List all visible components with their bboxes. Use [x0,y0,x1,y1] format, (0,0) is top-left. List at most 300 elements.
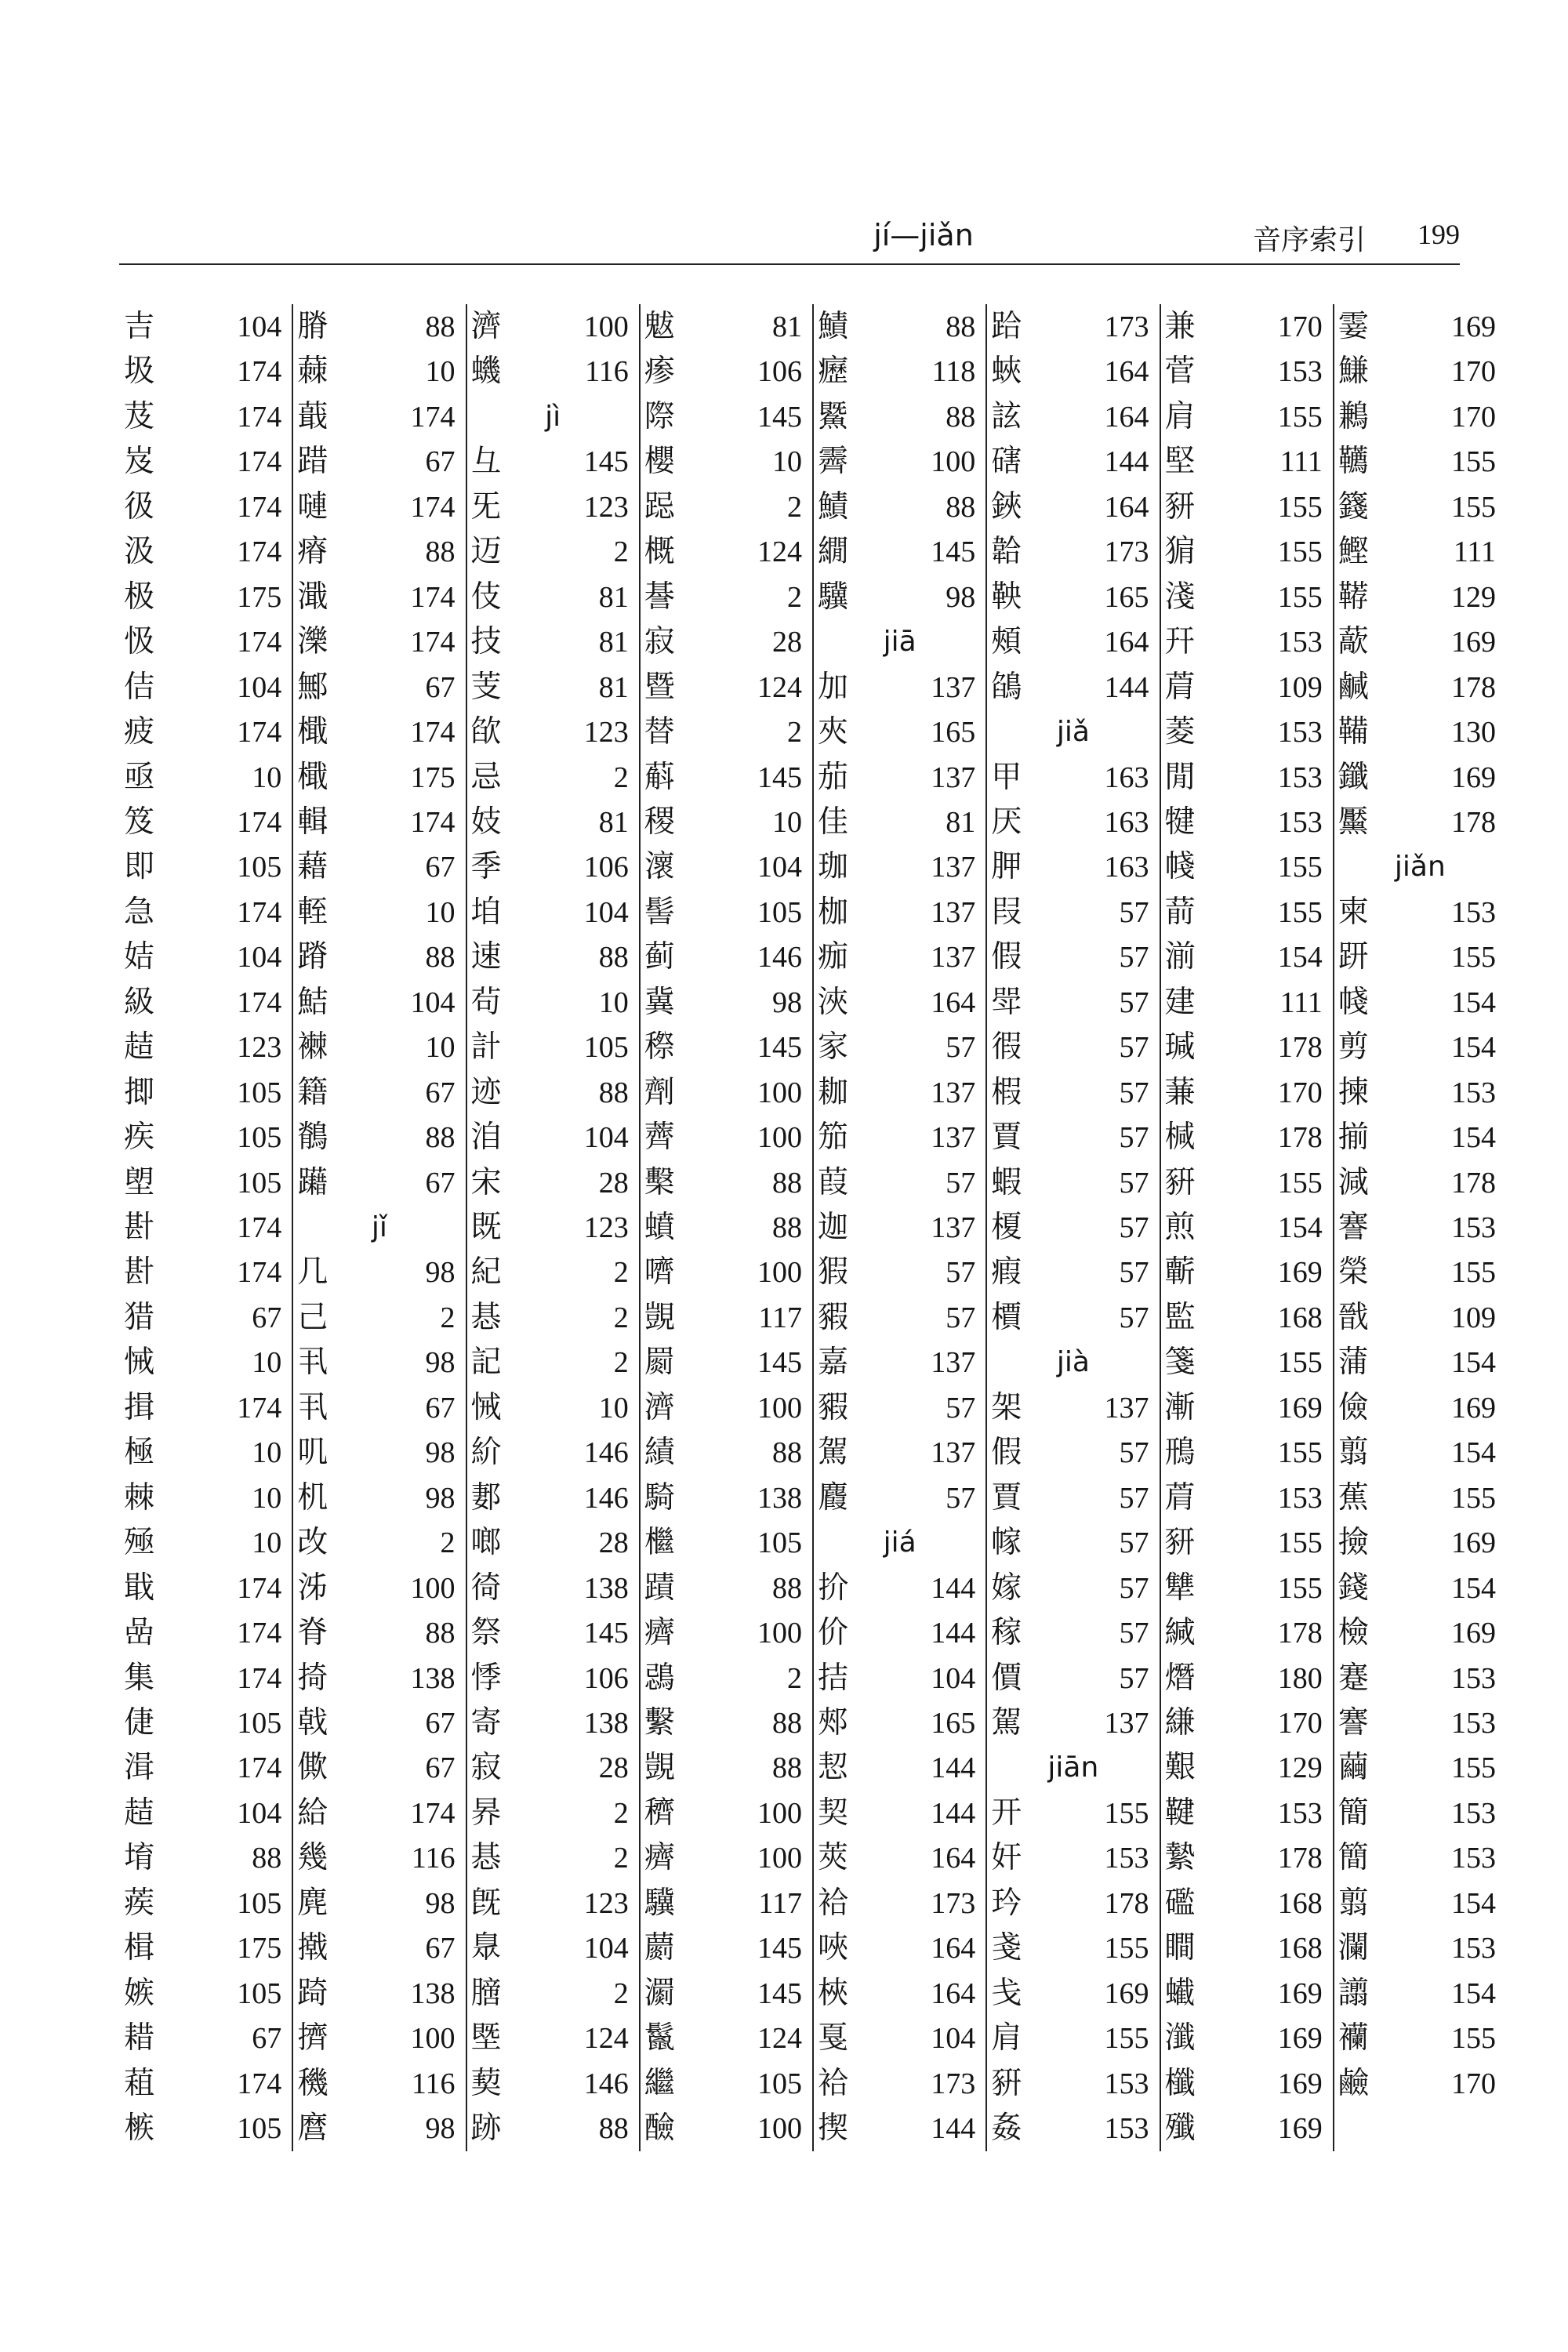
index-entry [297,1025,461,1070]
entry-character: 跲 [991,309,1022,344]
index-entry [297,1835,461,1881]
column-divider [1333,304,1334,2151]
entry-page-number: 88 [425,1617,456,1650]
entry-page-number: 153 [1104,2112,1149,2145]
entry-character: 奸 [991,1840,1022,1876]
index-entry [297,1926,461,1971]
entry-page-number: 67 [252,1301,282,1334]
entry-character: 姦 [991,2111,1022,2146]
index-entry [297,1700,461,1746]
entry-character: 繝 [818,534,849,570]
entry-page-number: 154 [1451,1031,1496,1065]
entry-page-number: 175 [410,760,456,794]
index-entry [644,394,808,440]
index-entry [124,394,288,440]
index-entry [1338,1926,1502,1971]
entry-character: 悈 [470,1389,502,1425]
entry-character: 劑 [644,1074,675,1110]
index-entry [991,1610,1155,1656]
index-entry [991,890,1155,935]
entry-character: 戔 [991,1930,1022,1966]
entry-character: 簡 [1338,1840,1369,1876]
index-entry [1338,665,1502,710]
entry-page-number: 104 [931,2022,976,2056]
index-entry [471,575,635,620]
entry-character: 殲 [1164,2111,1196,2146]
entry-character: 圾 [124,354,155,390]
entry-character: 开 [991,1795,1022,1831]
entry-character: 檝 [297,714,328,750]
index-entry [1165,394,1329,440]
index-entry [124,1115,288,1160]
entry-character: 吉 [124,309,155,344]
index-entry [1165,1881,1329,1926]
entry-page-number: 88 [598,2112,629,2145]
pinyin-heading: jià [1056,1346,1090,1379]
index-entry [471,1205,635,1250]
index-entry [471,980,635,1025]
entry-page-number: 174 [237,1751,282,1785]
entry-page-number: 98 [425,1886,456,1920]
index-entry [991,304,1155,350]
index-entry [471,755,635,800]
entry-character: 集 [124,1660,155,1696]
entry-page-number: 28 [598,1526,629,1560]
entry-character: 伎 [470,579,502,615]
entry-character: 藉 [297,849,328,885]
pinyin-heading: jǐ [371,1211,387,1243]
entry-character: 机 [297,1479,328,1515]
entry-page-number: 57 [1119,1121,1149,1155]
entry-character: 監 [1164,1299,1196,1335]
entry-character: 緘 [1164,1615,1196,1651]
entry-character: 箋 [1164,1345,1196,1381]
index-entry [644,439,808,485]
entry-page-number: 57 [946,1481,976,1515]
entry-page-number: 154 [1451,1436,1496,1470]
index-entry [644,1205,808,1250]
index-entry [297,935,461,980]
index-entry [124,1791,288,1836]
index-entry [991,1791,1155,1836]
entry-page-number: 155 [1277,490,1323,524]
index-entry [297,1520,461,1566]
index-entry [124,439,288,485]
index-entry [297,1115,461,1160]
entry-page-number: 178 [1277,1121,1323,1155]
entry-character: 猳 [818,1254,849,1290]
index-entry [471,529,635,575]
index-entry [471,619,635,665]
index-entry [818,710,982,755]
entry-character: 菺 [1164,1479,1196,1515]
entry-page-number: 137 [931,1346,976,1380]
entry-page-number: 144 [931,1751,976,1785]
entry-character: 籛 [1338,488,1369,524]
entry-page-number: 57 [1119,1481,1149,1515]
entry-page-number: 155 [1451,2022,1496,2056]
index-entry [297,1340,461,1385]
entry-page-number: 106 [757,355,802,389]
entry-character: 莢 [818,1840,849,1876]
index-entry [991,1926,1155,1971]
entry-page-number: 67 [252,2022,282,2056]
entry-character: 卙 [124,1254,155,1290]
index-entry [297,844,461,890]
index-entry [818,1340,982,1385]
entry-character: 蠘 [1164,1975,1196,2011]
entry-page-number: 123 [237,1031,282,1065]
entry-character: 寂 [644,624,675,660]
index-entry [124,1835,288,1881]
index-entry [297,665,461,710]
entry-character: 蕺 [297,398,328,434]
entry-character: 寄 [470,1704,502,1740]
entry-character: 猏 [1164,534,1196,570]
entry-page-number: 88 [425,1121,456,1155]
index-entry [124,2106,288,2151]
entry-character: 跡 [470,2111,502,2146]
entry-page-number: 116 [411,2067,456,2100]
entry-character: 薺 [644,1120,675,1156]
entry-character: 厌 [991,804,1022,840]
entry-page-number: 146 [583,2067,629,2100]
index-entry [818,485,982,530]
entry-character: 楫 [124,1930,155,1966]
index-entry [1338,1340,1502,1385]
entry-page-number: 145 [757,1031,802,1065]
entry-page-number: 57 [1119,1436,1149,1470]
entry-page-number: 154 [1277,941,1323,975]
index-entry [1165,844,1329,890]
entry-page-number: 168 [1277,1301,1323,1334]
entry-character: 替 [644,714,675,750]
index-entry [124,890,288,935]
index-entry [124,1656,288,1701]
entry-page-number: 124 [757,670,802,704]
entry-page-number: 81 [598,805,629,839]
index-entry [471,1566,635,1611]
entry-page-number: 174 [237,1211,282,1244]
index-entry [124,755,288,800]
index-entry [991,935,1155,980]
index-entry [297,529,461,575]
index-entry [818,1881,982,1926]
entry-character: 鬣 [644,2020,675,2056]
entry-page-number: 137 [1104,1391,1149,1425]
index-entry [1338,439,1502,485]
entry-character: 塈 [470,2020,502,2056]
entry-page-number: 57 [1119,1076,1149,1109]
entry-page-number: 155 [1277,400,1323,434]
entry-page-number: 88 [598,941,629,975]
index-entry [124,1340,288,1385]
entry-page-number: 154 [1451,1886,1496,1920]
index-entry [1165,1791,1329,1836]
index-entry [991,1520,1155,1566]
entry-page-number: 88 [772,1211,802,1244]
entry-page-number: 153 [1451,1076,1496,1109]
entry-character: 熸 [1164,1660,1196,1696]
index-entry [644,1340,808,1385]
index-entry [1165,800,1329,845]
entry-character: 譾 [1338,1975,1369,2011]
index-entry [818,1610,982,1656]
entry-character: 殛 [124,1525,155,1561]
entry-page-number: 164 [1104,400,1149,434]
index-entry [644,1971,808,2016]
entry-character: 揤 [124,1074,155,1110]
index-entry [644,1025,808,1070]
entry-character: 菅 [1164,354,1196,390]
entry-page-number: 106 [583,851,629,884]
entry-character: 宋 [470,1164,502,1200]
entry-page-number: 174 [237,2067,282,2100]
entry-page-number: 174 [237,1661,282,1695]
entry-character: 丮 [297,1345,328,1381]
entry-character: 架 [991,1389,1022,1425]
page-header [119,216,1460,265]
entry-page-number: 153 [1451,895,1496,929]
entry-page-number: 100 [931,445,976,479]
index-entry [471,1926,635,1971]
entry-character: 蛺 [991,354,1022,390]
index-entry [818,2106,982,2151]
entry-character: 肩 [991,2020,1022,2056]
entry-page-number: 153 [1451,1842,1496,1875]
index-entry [1165,1835,1329,1881]
index-entry [471,890,635,935]
entry-page-number: 155 [1451,1751,1496,1785]
entry-character: 膌 [297,309,328,344]
entry-character: 脊 [297,1615,328,1651]
index-entry [644,1791,808,1836]
entry-character: 霽 [818,444,849,480]
index-entry [991,1566,1155,1611]
section-title: 音序索引 [1252,224,1366,256]
entry-character: 榮 [1338,1254,1369,1290]
entry-character: 徦 [991,1029,1022,1065]
index-entry [991,485,1155,530]
entry-page-number: 104 [237,1796,282,1830]
entry-page-number: 138 [583,1571,629,1605]
index-entry [818,1791,982,1836]
index-entry [1338,1520,1502,1566]
index-entry [991,1971,1155,2016]
entry-character: 記 [470,1345,502,1381]
index-entry [644,935,808,980]
column-divider [812,304,814,2151]
entry-character: 鰿 [818,488,849,524]
index-entry [991,1295,1155,1341]
entry-character: 襋 [297,1029,328,1065]
entry-page-number: 154 [1451,1121,1496,1155]
index-entry [991,1070,1155,1116]
entry-page-number: 2 [613,1842,629,1875]
entry-character: 妓 [470,804,502,840]
entry-page-number: 169 [1451,1526,1496,1560]
entry-page-number: 164 [931,1976,976,2010]
entry-character: 鄦 [297,669,328,705]
index-entry [297,1610,461,1656]
entry-page-number: 100 [757,1617,802,1650]
index-entry [818,1835,982,1881]
entry-character: 魃 [644,309,675,344]
entry-character: 鞴 [1338,714,1369,750]
index-entry [124,844,288,890]
index-entry [818,1475,982,1521]
entry-page-number: 10 [425,895,456,929]
entry-page-number: 155 [1104,2022,1149,2056]
entry-character: 趌 [124,1795,155,1831]
index-entry [297,575,461,620]
entry-page-number: 174 [237,490,282,524]
entry-page-number: 174 [237,895,282,929]
entry-character: 洎 [470,1120,502,1156]
entry-page-number: 145 [757,1932,802,1965]
entry-character: 藃 [1338,624,1369,660]
index-entry [1338,619,1502,665]
entry-character: 夾 [818,714,849,750]
entry-character: 繭 [1338,1750,1369,1786]
entry-character: 鹹 [1338,669,1369,705]
entry-character: 悸 [470,1660,502,1696]
entry-page-number: 106 [583,1661,629,1695]
index-column [297,304,461,2151]
column-divider [466,304,467,2151]
index-entry [124,1385,288,1431]
entry-page-number: 2 [613,1301,629,1334]
entry-character: 垍 [470,894,502,930]
entry-page-number: 105 [237,1076,282,1109]
index-entry [124,1926,288,1971]
index-entry [297,304,461,350]
index-entry [297,2016,461,2061]
entry-character: 菱 [1164,714,1196,750]
entry-page-number: 111 [1279,445,1323,479]
entry-character: 技 [470,624,502,660]
entry-page-number: 10 [425,1031,456,1065]
entry-page-number: 104 [583,1121,629,1155]
entry-character: 籍 [297,1074,328,1110]
entry-character: 即 [124,849,155,885]
index-entry [124,665,288,710]
entry-character: 茄 [818,759,849,795]
entry-character: 袷 [818,1885,849,1921]
index-entry [1165,1566,1329,1611]
entry-page-number: 100 [757,1842,802,1875]
index-entry [644,1656,808,1701]
index-entry [818,755,982,800]
index-entry [991,1025,1155,1070]
entry-page-number: 137 [931,941,976,975]
index-entry [644,485,808,530]
index-entry [297,1791,461,1836]
index-entry [818,1745,982,1791]
index-entry [1338,575,1502,620]
entry-character: 惎 [470,1299,502,1335]
entry-character: 卙 [124,1210,155,1245]
entry-page-number: 153 [1104,1842,1149,1875]
entry-page-number: 178 [1277,1617,1323,1650]
index-entry [124,619,288,665]
entry-character: 椷 [1164,1120,1196,1156]
entry-character: 穄 [644,1029,675,1065]
entry-page-number: 88 [772,1166,802,1200]
entry-character: 鞅 [991,579,1022,615]
entry-page-number: 169 [1104,1976,1149,2010]
index-entry [1338,1295,1502,1341]
entry-page-number: 144 [931,1617,976,1650]
entry-page-number: 174 [237,535,282,569]
entry-character: 犨 [1164,1570,1196,1606]
index-entry [297,1295,461,1341]
entry-character: 擠 [297,2020,328,2056]
entry-page-number: 178 [1277,1031,1323,1065]
entry-character: 梜 [818,1975,849,2011]
index-entry [1338,800,1502,845]
entry-character: 鰜 [1338,354,1369,390]
entry-page-number: 138 [583,1706,629,1740]
entry-page-number: 2 [613,760,629,794]
entry-character: 佳 [818,804,849,840]
index-entry [471,1295,635,1341]
entry-character: 鵋 [644,1660,675,1696]
entry-character: 霎 [1338,309,1369,344]
entry-character: 葭 [818,1164,849,1200]
entry-page-number: 88 [772,1751,802,1785]
entry-character: 駕 [818,1435,849,1471]
entry-page-number: 104 [931,1661,976,1695]
entry-page-number: 137 [931,1076,976,1109]
entry-page-number: 98 [425,2112,456,2145]
index-entry [1165,890,1329,935]
entry-page-number: 123 [583,490,629,524]
entry-page-number: 145 [583,1617,629,1650]
entry-page-number: 100 [757,1121,802,1155]
entry-page-number: 104 [237,941,282,975]
index-entry [818,800,982,845]
entry-page-number: 105 [237,1976,282,2010]
entry-character: 忣 [124,624,155,660]
index-entry [297,619,461,665]
entry-page-number: 137 [931,1211,976,1244]
entry-page-number: 180 [1277,1661,1323,1695]
index-entry [644,1520,808,1566]
index-entry [124,1475,288,1521]
entry-character: 豭 [818,1299,849,1335]
index-entry [124,1610,288,1656]
index-entry [1165,1205,1329,1250]
entry-page-number: 163 [1104,851,1149,884]
index-entry [1338,1700,1502,1746]
entry-page-number: 137 [1104,1706,1149,1740]
entry-character: 稷 [644,804,675,840]
index-entry [471,1881,635,1926]
index-entry [644,2106,808,2151]
entry-page-number: 153 [1277,1481,1323,1515]
entry-character: 胛 [991,849,1022,885]
entry-page-number: 174 [237,445,282,479]
index-entry [124,2016,288,2061]
index-entry [818,1656,982,1701]
entry-character: 枷 [818,894,849,930]
entry-character: 覬 [644,1299,675,1335]
entry-page-number: 111 [1279,985,1323,1019]
entry-character: 剪 [1338,1029,1369,1065]
index-entry [1338,394,1502,440]
entry-page-number: 88 [772,1706,802,1740]
